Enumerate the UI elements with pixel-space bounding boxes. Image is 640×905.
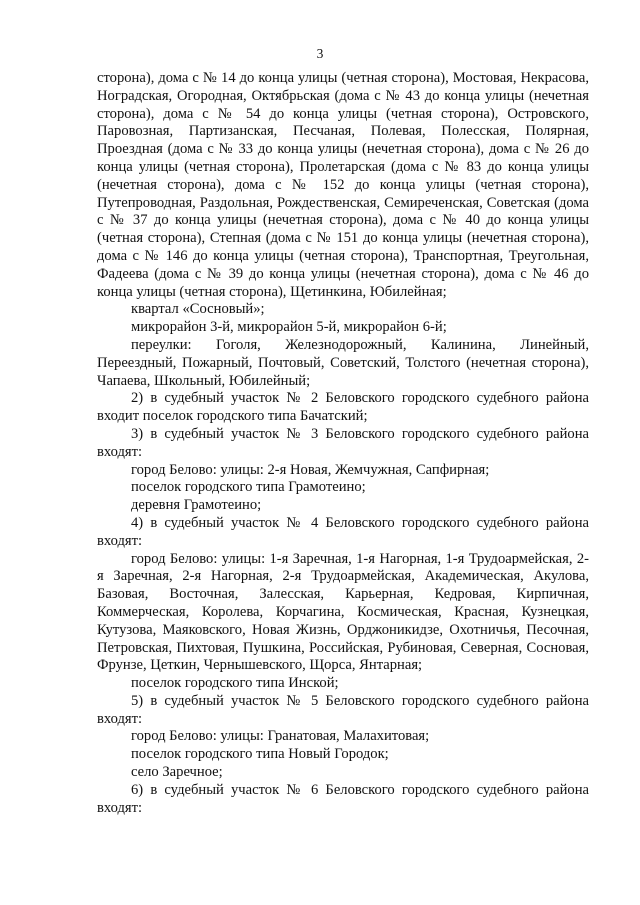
paragraph: 4) в судебный участок № 4 Беловского городского судебного района входят: bbox=[97, 514, 589, 549]
paragraph: город Белово: улицы: 2-я Новая, Жемчужная, Сапфирная; bbox=[131, 461, 490, 478]
paragraph: 2) в судебный участок № 2 Беловского городского судебного района входит поселок городского типа Бачатский; bbox=[97, 390, 589, 425]
paragraph: сторона), дома с № 14 до конца улицы (четная сторона), Мостовая, Некрасова, Ноградская, Огородная, Октябрьская (дома с № 43 до конца улицы (нечетная сторона), дома с № 54 до конца улицы (четная сторона), Островского, Паровозная, Партизанская, Песчаная, Полевая, Полесская, Полярная, Проездная (дома с № 33 до конца улицы (нечетная сторона), дома с № 26 до конца улицы (четная сторона), Пролетарская (дома с № 83 до конца улицы (нечетная сторона), дома с № 152 до конца улицы (четная сторона), Путепроводная, Раздольная, Рождественская, Семиреченская, Советская (дома с № 37 до конца улицы (нечетная сторона), дома с № 40 до конца улицы (четная сторона), Степная (дома с № 151 до конца улицы (нечетная сторона), дома с № 146 до конца улицы (четная сторона), Транспортная, Треугольная, Фадеева (дома с № 39 до конца улицы (нечетная сторона), дома с № 46 до конца улицы (четная сторона), Щетинкина, Юбилейная; bbox=[97, 70, 589, 300]
paragraph: микрорайон 3-й, микрорайон 5-й, микрорайон 6-й; bbox=[131, 319, 447, 336]
paragraph: город Белово: улицы: 1-я Заречная, 1-я Нагорная, 1-я Трудоармейская, 2-я Заречная, 2-я Нагорная, 2-я Трудоармейская, Академическая, Акулова, Базовая, Восточная, Залесская, Карьерная, Кедровая, Кирпичная, Коммерческая, Королева, Корчагина, Космическая, Красная, Кузнецкая, Кутузова, Маяковского, Новая Жизнь, Орджоникидзе, Охотничья, Песочная, Петровская, Пихтовая, Пушкина, Российская, Рубиновая, Северная, Сосновая, Фрунзе, Цеткин, Чернышевского, Щорса, Янтарная; bbox=[97, 550, 589, 674]
paragraph: переулки: Гоголя, Железнодорожный, Калинина, Линейный, Переездный, Пожарный, Почтовый, Советский, Толстого (нечетная сторона), Чапаева, Школьный, Юбилейный; bbox=[97, 336, 589, 389]
paragraph: село Заречное; bbox=[131, 764, 223, 781]
page-number: 3 bbox=[316, 46, 324, 61]
paragraph: поселок городского типа Грамотеино; bbox=[131, 479, 366, 496]
document-body bbox=[97, 70, 589, 817]
paragraph: деревня Грамотеино; bbox=[131, 497, 262, 514]
paragraph: 3) в судебный участок № 3 Беловского городского судебного района входят: bbox=[97, 425, 589, 460]
paragraph: город Белово: улицы: Гранатовая, Малахитовая; bbox=[131, 728, 430, 745]
paragraph: квартал «Сосновый»; bbox=[131, 301, 265, 318]
paragraph: поселок городского типа Новый Городок; bbox=[131, 746, 389, 763]
paragraph: 5) в судебный участок № 5 Беловского городского судебного района входят: bbox=[97, 692, 589, 727]
paragraph: 6) в судебный участок № 6 Беловского городского судебного района входят: bbox=[97, 781, 589, 816]
paragraph: поселок городского типа Инской; bbox=[131, 675, 339, 692]
